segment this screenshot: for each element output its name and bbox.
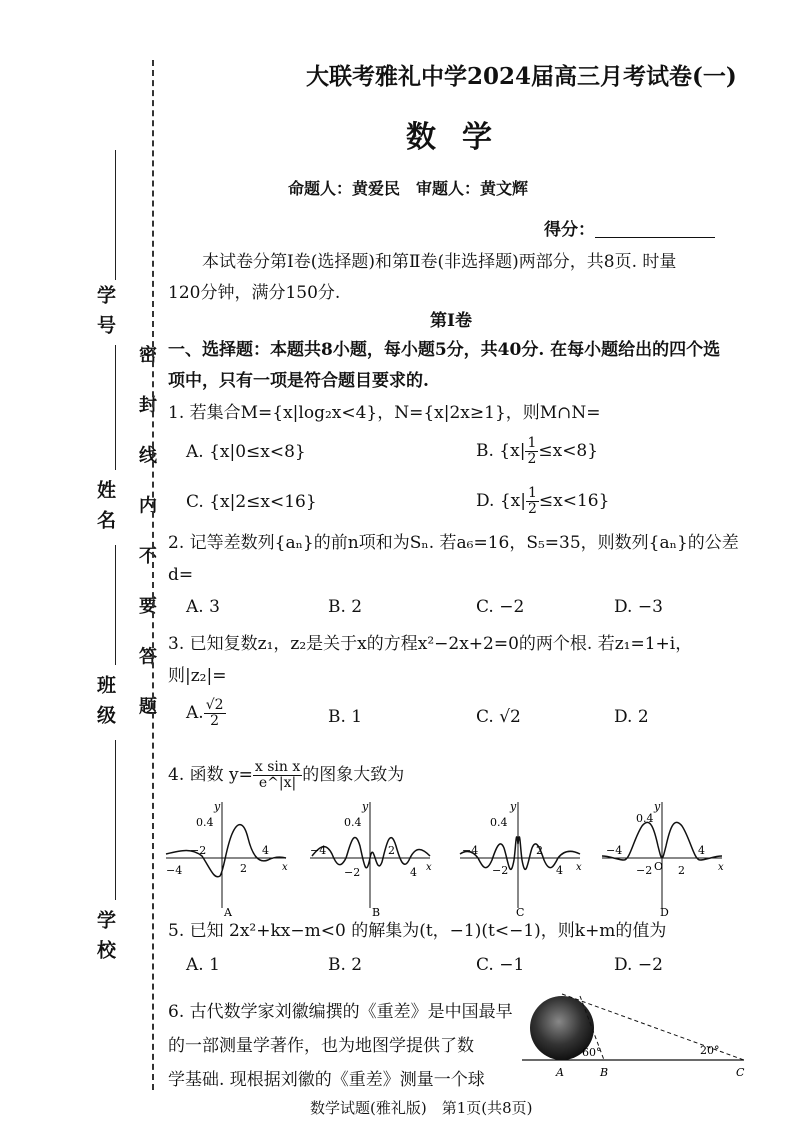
graph-label-c: C xyxy=(516,906,525,919)
q6-line-3: 学基础. 现根据刘徽的《重差》测量一个球 xyxy=(168,1070,485,1090)
q1-stem: 1. 若集合M={x|log₂x<4}，N={x|2x≥1}，则M∩N= xyxy=(168,403,601,423)
section-heading-2: 项中，只有一项是符合题目要求的. xyxy=(168,371,429,391)
q3-option-a-frac xyxy=(204,698,226,729)
subject-title: 数学 xyxy=(406,120,518,155)
q1-b-frac-den: 2 xyxy=(527,451,537,467)
tick-0-4: 0.4 xyxy=(636,812,654,825)
q1-option-b[interactable] xyxy=(476,436,598,467)
volume-heading: 第Ⅰ卷 xyxy=(430,311,472,331)
tick-origin: O xyxy=(654,860,664,873)
tick-minus-2: −2 xyxy=(344,866,361,879)
intro-line-2: 120分钟，满分150分. xyxy=(168,283,341,303)
q2-option-d[interactable]: D. −3 xyxy=(614,597,663,617)
q6-line-1: 6. 古代数学家刘徽编撰的《重差》是中国最早 xyxy=(168,1002,513,1022)
q1-option-d-frac xyxy=(526,486,539,517)
x-label: x xyxy=(576,862,582,873)
q3-a-frac-den: 2 xyxy=(210,713,220,729)
q2-option-a[interactable]: A. 3 xyxy=(186,597,220,617)
q5-stem: 5. 已知 2x²+kx−m<0 的解集为(t，−1)(t<−1)，则k+m的值为 xyxy=(168,921,667,941)
q2-option-b[interactable]: B. 2 xyxy=(328,597,363,617)
y-label: y xyxy=(214,800,221,813)
tick-minus-4: −4 xyxy=(606,844,623,857)
tick-0-4: 0.4 xyxy=(196,816,214,829)
tick-2: 2 xyxy=(536,844,543,857)
exam-title: 大联考雅礼中学2024届高三月考试卷(一) xyxy=(306,63,737,90)
curve xyxy=(312,838,430,868)
tick-2: 2 xyxy=(678,864,685,877)
q4-stem xyxy=(168,760,404,791)
point-a-label: A xyxy=(556,1066,564,1079)
q6-sphere-figure xyxy=(518,990,750,1082)
section-heading-1: 一、选择题：本题共8小题，每小题5分，共40分. 在每小题给出的四个选 xyxy=(168,340,721,360)
q1-b-frac-num: 1 xyxy=(527,435,537,451)
tick-minus-2: −2 xyxy=(190,844,207,857)
tick-minus-2: −2 xyxy=(492,864,509,877)
x-label: x xyxy=(718,862,724,873)
q4-graph-b[interactable] xyxy=(306,798,438,920)
score-field xyxy=(544,215,715,240)
q4-frac-den: e^|x| xyxy=(258,775,297,791)
q5-option-b[interactable]: B. 2 xyxy=(328,955,363,975)
q3-option-a-pre: A. xyxy=(186,703,204,723)
q1-option-d-pre: D. {x| xyxy=(476,491,526,511)
q1-option-a[interactable]: A. {x|0≤x<8} xyxy=(186,442,306,462)
y-label: y xyxy=(654,800,661,813)
tick-minus-4: −4 xyxy=(310,844,327,857)
q2-option-c[interactable]: C. −2 xyxy=(476,597,525,617)
q5-option-d[interactable]: D. −2 xyxy=(614,955,663,975)
graph-label-b: B xyxy=(372,906,381,919)
point-b-label: B xyxy=(600,1066,609,1079)
tick-minus-4: −4 xyxy=(462,844,479,857)
q4-graph-d[interactable] xyxy=(598,798,730,920)
q4-stem-post: 的图象大致为 xyxy=(302,765,405,785)
school-label: 学 校 xyxy=(94,910,116,961)
q2-stem-1: 2. 记等差数列{aₙ}的前n项和为Sₙ. 若a₆=16，S₅=35，则数列{aₙ}的公差 xyxy=(168,533,739,553)
q1-option-d-post: ≤x<16} xyxy=(538,491,610,511)
y-label: y xyxy=(510,800,517,813)
point-c-label: C xyxy=(736,1066,745,1079)
name-label: 姓 名 xyxy=(94,480,116,531)
q1-option-b-frac xyxy=(525,436,538,467)
q1-option-b-pre: B. {x| xyxy=(476,441,526,461)
tick-4: 4 xyxy=(410,866,417,879)
q4-graph-c[interactable] xyxy=(456,798,588,920)
student-id-label: 学 号 xyxy=(94,285,116,336)
q4-graph-a[interactable] xyxy=(162,798,294,920)
q1-option-b-post: ≤x<8} xyxy=(538,441,599,461)
tick-2: 2 xyxy=(388,844,395,857)
name-blank[interactable] xyxy=(115,345,116,470)
tick-4: 4 xyxy=(698,844,705,857)
class-label: 班 级 xyxy=(94,675,116,726)
q5-option-a[interactable]: A. 1 xyxy=(186,955,220,975)
q3-stem-2: 则|z₂|= xyxy=(168,666,227,686)
q3-stem-1: 3. 已知复数z₁，z₂是关于x的方程x²−2x+2=0的两个根. 若z₁=1+i， xyxy=(168,634,693,654)
angle-20-label: 20° xyxy=(700,1044,720,1057)
tick-4: 4 xyxy=(262,844,269,857)
q3-option-d[interactable]: D. 2 xyxy=(614,707,649,727)
seal-notice: 密 封 线 内 不 要 答 题 xyxy=(136,345,157,728)
tick-2: 2 xyxy=(240,862,247,875)
graph-label-a: A xyxy=(224,906,232,919)
q1-d-frac-den: 2 xyxy=(527,501,537,517)
tick-4: 4 xyxy=(556,864,563,877)
tick-minus-2: −2 xyxy=(636,864,653,877)
seal-dashed-line xyxy=(152,60,154,1090)
y-label: y xyxy=(362,800,369,813)
q1-option-d[interactable] xyxy=(476,486,609,517)
q2-stem-2: d= xyxy=(168,565,194,585)
q1-d-frac-num: 1 xyxy=(527,485,537,501)
q5-option-c[interactable]: C. −1 xyxy=(476,955,525,975)
q3-option-c[interactable]: C. √2 xyxy=(476,707,521,727)
x-label: x xyxy=(282,862,288,873)
score-label: 得分： xyxy=(544,220,595,240)
q1-option-c[interactable]: C. {x|2≤x<16} xyxy=(186,492,317,512)
intro-line-1: 本试卷分第Ⅰ卷(选择题)和第Ⅱ卷(非选择题)两部分，共8页. 时量 xyxy=(202,252,677,272)
q4-stem-pre: 4. 函数 y= xyxy=(168,765,253,785)
page-footer: 数学试题(雅礼版) 第1页(共8页) xyxy=(310,1099,533,1117)
q4-frac-num: x sin x xyxy=(254,759,301,775)
q3-a-frac-num: √2 xyxy=(205,697,224,713)
tick-minus-4: −4 xyxy=(166,864,183,877)
angle-60-label: 60° xyxy=(582,1046,602,1059)
school-blank[interactable] xyxy=(115,740,116,900)
binding-margin xyxy=(0,0,160,1123)
q6-line-2: 的一部测量学著作，也为地图学提供了数 xyxy=(168,1036,474,1056)
graph-label-d: D xyxy=(660,906,669,919)
authors-line: 命题人：黄爱民 审题人：黄文辉 xyxy=(288,179,529,198)
score-blank[interactable] xyxy=(595,237,715,238)
x-label: x xyxy=(426,862,432,873)
student-id-blank[interactable] xyxy=(115,150,116,280)
q3-option-a[interactable] xyxy=(186,698,226,729)
class-blank[interactable] xyxy=(115,545,116,665)
q3-option-b[interactable]: B. 1 xyxy=(328,707,363,727)
tick-0-4: 0.4 xyxy=(344,816,362,829)
tick-0-4: 0.4 xyxy=(490,816,508,829)
q4-function-frac xyxy=(253,760,302,791)
